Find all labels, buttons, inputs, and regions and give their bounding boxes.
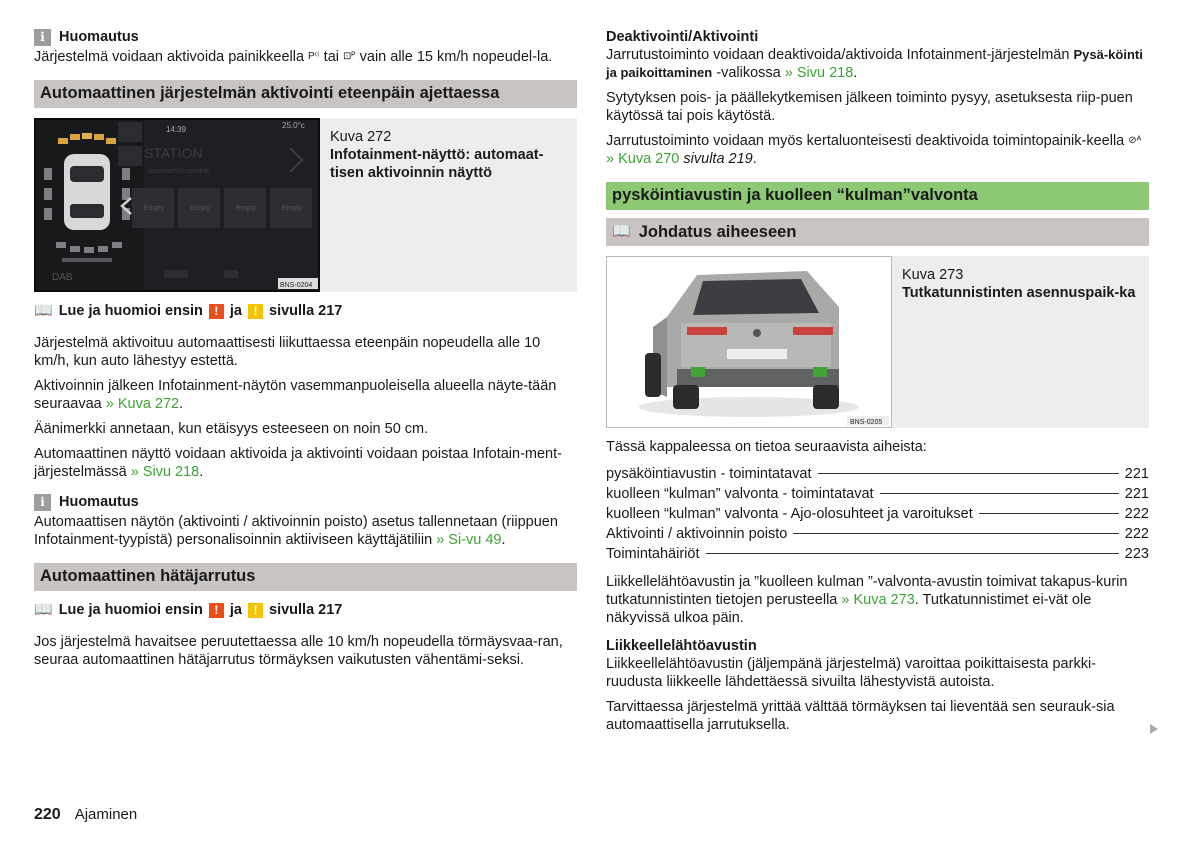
figure-272 (34, 118, 577, 292)
book-icon: 📖 (34, 302, 53, 320)
toc-item[interactable]: pysäköintiavustin - toimintatavat 221 (606, 466, 1149, 483)
chapter-name: Ajaminen (74, 806, 138, 823)
figure-label: Kuva 272 (330, 129, 392, 146)
page-footer (34, 806, 137, 824)
left-column (34, 28, 577, 676)
svg-text:25.0°c: 25.0°c (282, 121, 305, 131)
note-block (34, 493, 577, 549)
page-link[interactable]: » Si-vu 49 (436, 532, 502, 549)
figure-caption (320, 118, 577, 292)
subheading-deactivation: Deaktivointi/Aktivointi (606, 29, 759, 45)
svg-text:STATION: STATION (144, 145, 203, 162)
svg-text:Empty: Empty (236, 205, 256, 213)
toc-item[interactable]: Aktivointi / aktivoinnin poisto 222 (606, 526, 1149, 543)
toc-item[interactable]: Toimintahäiriöt 223 (606, 546, 1149, 563)
warning-red-icon: ! (209, 304, 224, 319)
figure-link[interactable]: » Kuva 273 (841, 592, 915, 609)
toc-item[interactable]: kuolleen “kulman” valvonta - toimintatavat 221 (606, 486, 1149, 503)
toc-list (606, 465, 1149, 565)
parking-button-icon: P⁽⁽ (308, 51, 320, 63)
figure-273 (606, 256, 1149, 428)
note-text: Järjestelmä voidaan aktivoida painikkeella P⁽⁽ tai ⊡ᴾ vain alle 15 km/h nopeudel-la. (34, 49, 553, 65)
subsection-intro: 📖 Johdatus aiheeseen (606, 218, 1149, 246)
paragraph: Sytytyksen pois- ja päällekytkemisen jälkeen toiminto pysyy, asetuksesta riip-puen käytössä tai pois käytöstä. (606, 90, 1133, 124)
figure-caption (892, 256, 1145, 428)
figure-link[interactable]: » Kuva 270 (606, 151, 680, 168)
section-heading-auto-activation: Automaattinen järjestelmän aktivointi eteenpäin ajettaessa (34, 80, 577, 108)
read-first-notice: 📖 Lue ja huomioi ensin ! ja ! sivulla 217 (34, 601, 343, 619)
subheading-cross-traffic: Liikkeellelähtöavustin (606, 638, 757, 655)
toc-intro: Tässä kappaleessa on tietoa seuraavista aiheista: (606, 439, 927, 456)
paragraph: Aktivoinnin jälkeen Infotainment-näytön vasemmanpuoleisella alueella näyte-tään seuraavaa » Kuva 272. (34, 378, 557, 413)
note-text: Automaattisen näytön (aktivointi / aktivoinnin poisto) asetus tallennetaan (riippuen Infotainment-tyypistä) personalisoinnin aktiiviseen käyttäjätiliin » Si-vu 49. (34, 514, 558, 549)
info-icon: i (34, 494, 51, 511)
svg-text:BNS-0204: BNS-0204 (280, 282, 313, 290)
page-link[interactable]: » Sivu 218 (130, 464, 200, 481)
svg-text:Empty: Empty (190, 205, 210, 213)
paragraph: Järjestelmä aktivoituu automaattisesti liikuttaessa eteenpäin nopeudella alle 10 km/h, kun auto lähestyy estettä. (34, 335, 541, 370)
park-assist-off-icon: ⊘ᴬ (1128, 135, 1142, 147)
warning-yellow-icon: ! (248, 603, 263, 618)
paragraph: Liikkeellelähtöavustin (jäljempänä järjestelmä) varoittaa poikittaisesta parkki-ruudusta liikkeelle lähdettäessä sivuilta lähestyvistä autoista. (606, 656, 1097, 691)
paragraph: Liikkellelähtöavustin ja ”kuolleen kulman ”-valvonta-avustin toimivat takapus-kurin tutkatunnistinten tietojen perusteella » Kuva 273. Tutkatunnistimet ei-vät ole näkyvissä ulkoa päin. (606, 574, 1128, 627)
paragraph: Jarrutustoiminto voidaan deaktivoida/aktivoida Infotainment-järjestelmän Pysä-köinti ja paikoittaminen -valikossa » Sivu 218. (606, 47, 1143, 81)
info-icon: i (34, 29, 51, 46)
continue-arrow-icon (1150, 724, 1158, 734)
book-icon: 📖 (34, 601, 53, 619)
figure-label: Kuva 273 (902, 267, 964, 284)
svg-text:BNS-0205: BNS-0205 (850, 419, 883, 427)
figure-title: Infotainment-näyttö: automaat-tisen aktivoinnin näyttö (330, 147, 544, 182)
warning-red-icon: ! (209, 603, 224, 618)
paragraph: Automaattinen näyttö voidaan aktivoida ja aktivointi voidaan poistaa Infotain-ment-järjestelmässä » Sivu 218. (34, 446, 562, 481)
svg-text:Autostart/Ensemble: Autostart/Ensemble (148, 168, 210, 176)
menu-name: Pysä-köinti ja paikoittaminen (606, 47, 1143, 80)
toc-item[interactable]: kuolleen “kulman” valvonta - Ajo-olosuhteet ja varoitukset 222 (606, 506, 1149, 523)
paragraph: Jos järjestelmä havaitsee peruutettaessa alle 10 km/h nopeudella törmäysvaa-ran, seuraa automaattinen hätäjarrutus törmäyksen vaikutusten vähentämi-seksi. (34, 634, 563, 669)
page-number: 220 (34, 806, 61, 823)
note-heading: i Huomautus (34, 493, 577, 511)
park-assist-button-icon: ⊡ᴾ (343, 51, 356, 63)
read-first-notice: 📖 Lue ja huomioi ensin ! ja ! sivulla 217 (34, 302, 343, 320)
paragraph: Tarvittaessa järjestelmä yrittää välttää törmäyksen tai lieventää sen seurauk-sia automaattisella jarrutuksella. (606, 699, 1115, 734)
paragraph: Jarrutustoiminto voidaan myös kertaluonteisesti deaktivoida toimintopainik-keella ⊘ᴬ » Kuva 270 sivulta 219. (606, 133, 1142, 168)
figure-title: Tutkatunnistinten asennuspaik-ka (902, 285, 1136, 302)
right-column (606, 28, 1149, 741)
car-rear-image (606, 256, 892, 428)
car-rear-illustration (607, 257, 891, 427)
svg-text:DAB: DAB (52, 272, 73, 284)
page-link[interactable]: » Sivu 218 (784, 65, 854, 81)
infotainment-screen-image (34, 118, 320, 292)
section-heading-parking-assist: pysköintiavustin ja kuolleen “kulman”valvonta (606, 182, 1149, 210)
infotainment-screen-illustration (34, 118, 320, 292)
svg-text:Empty: Empty (282, 205, 302, 213)
book-icon: 📖 (612, 223, 631, 241)
figure-link[interactable]: » Kuva 272 (105, 396, 180, 413)
note-heading: i Huomautus (34, 28, 577, 46)
paragraph: Äänimerkki annetaan, kun etäisyys esteeseen on noin 50 cm. (34, 421, 429, 438)
note-block (34, 28, 577, 66)
section-heading-emergency-brake: Automaattinen hätäjarrutus (34, 563, 577, 591)
svg-text:14:39: 14:39 (166, 125, 187, 135)
svg-text:Empty: Empty (144, 205, 164, 213)
warning-yellow-icon: ! (248, 304, 263, 319)
